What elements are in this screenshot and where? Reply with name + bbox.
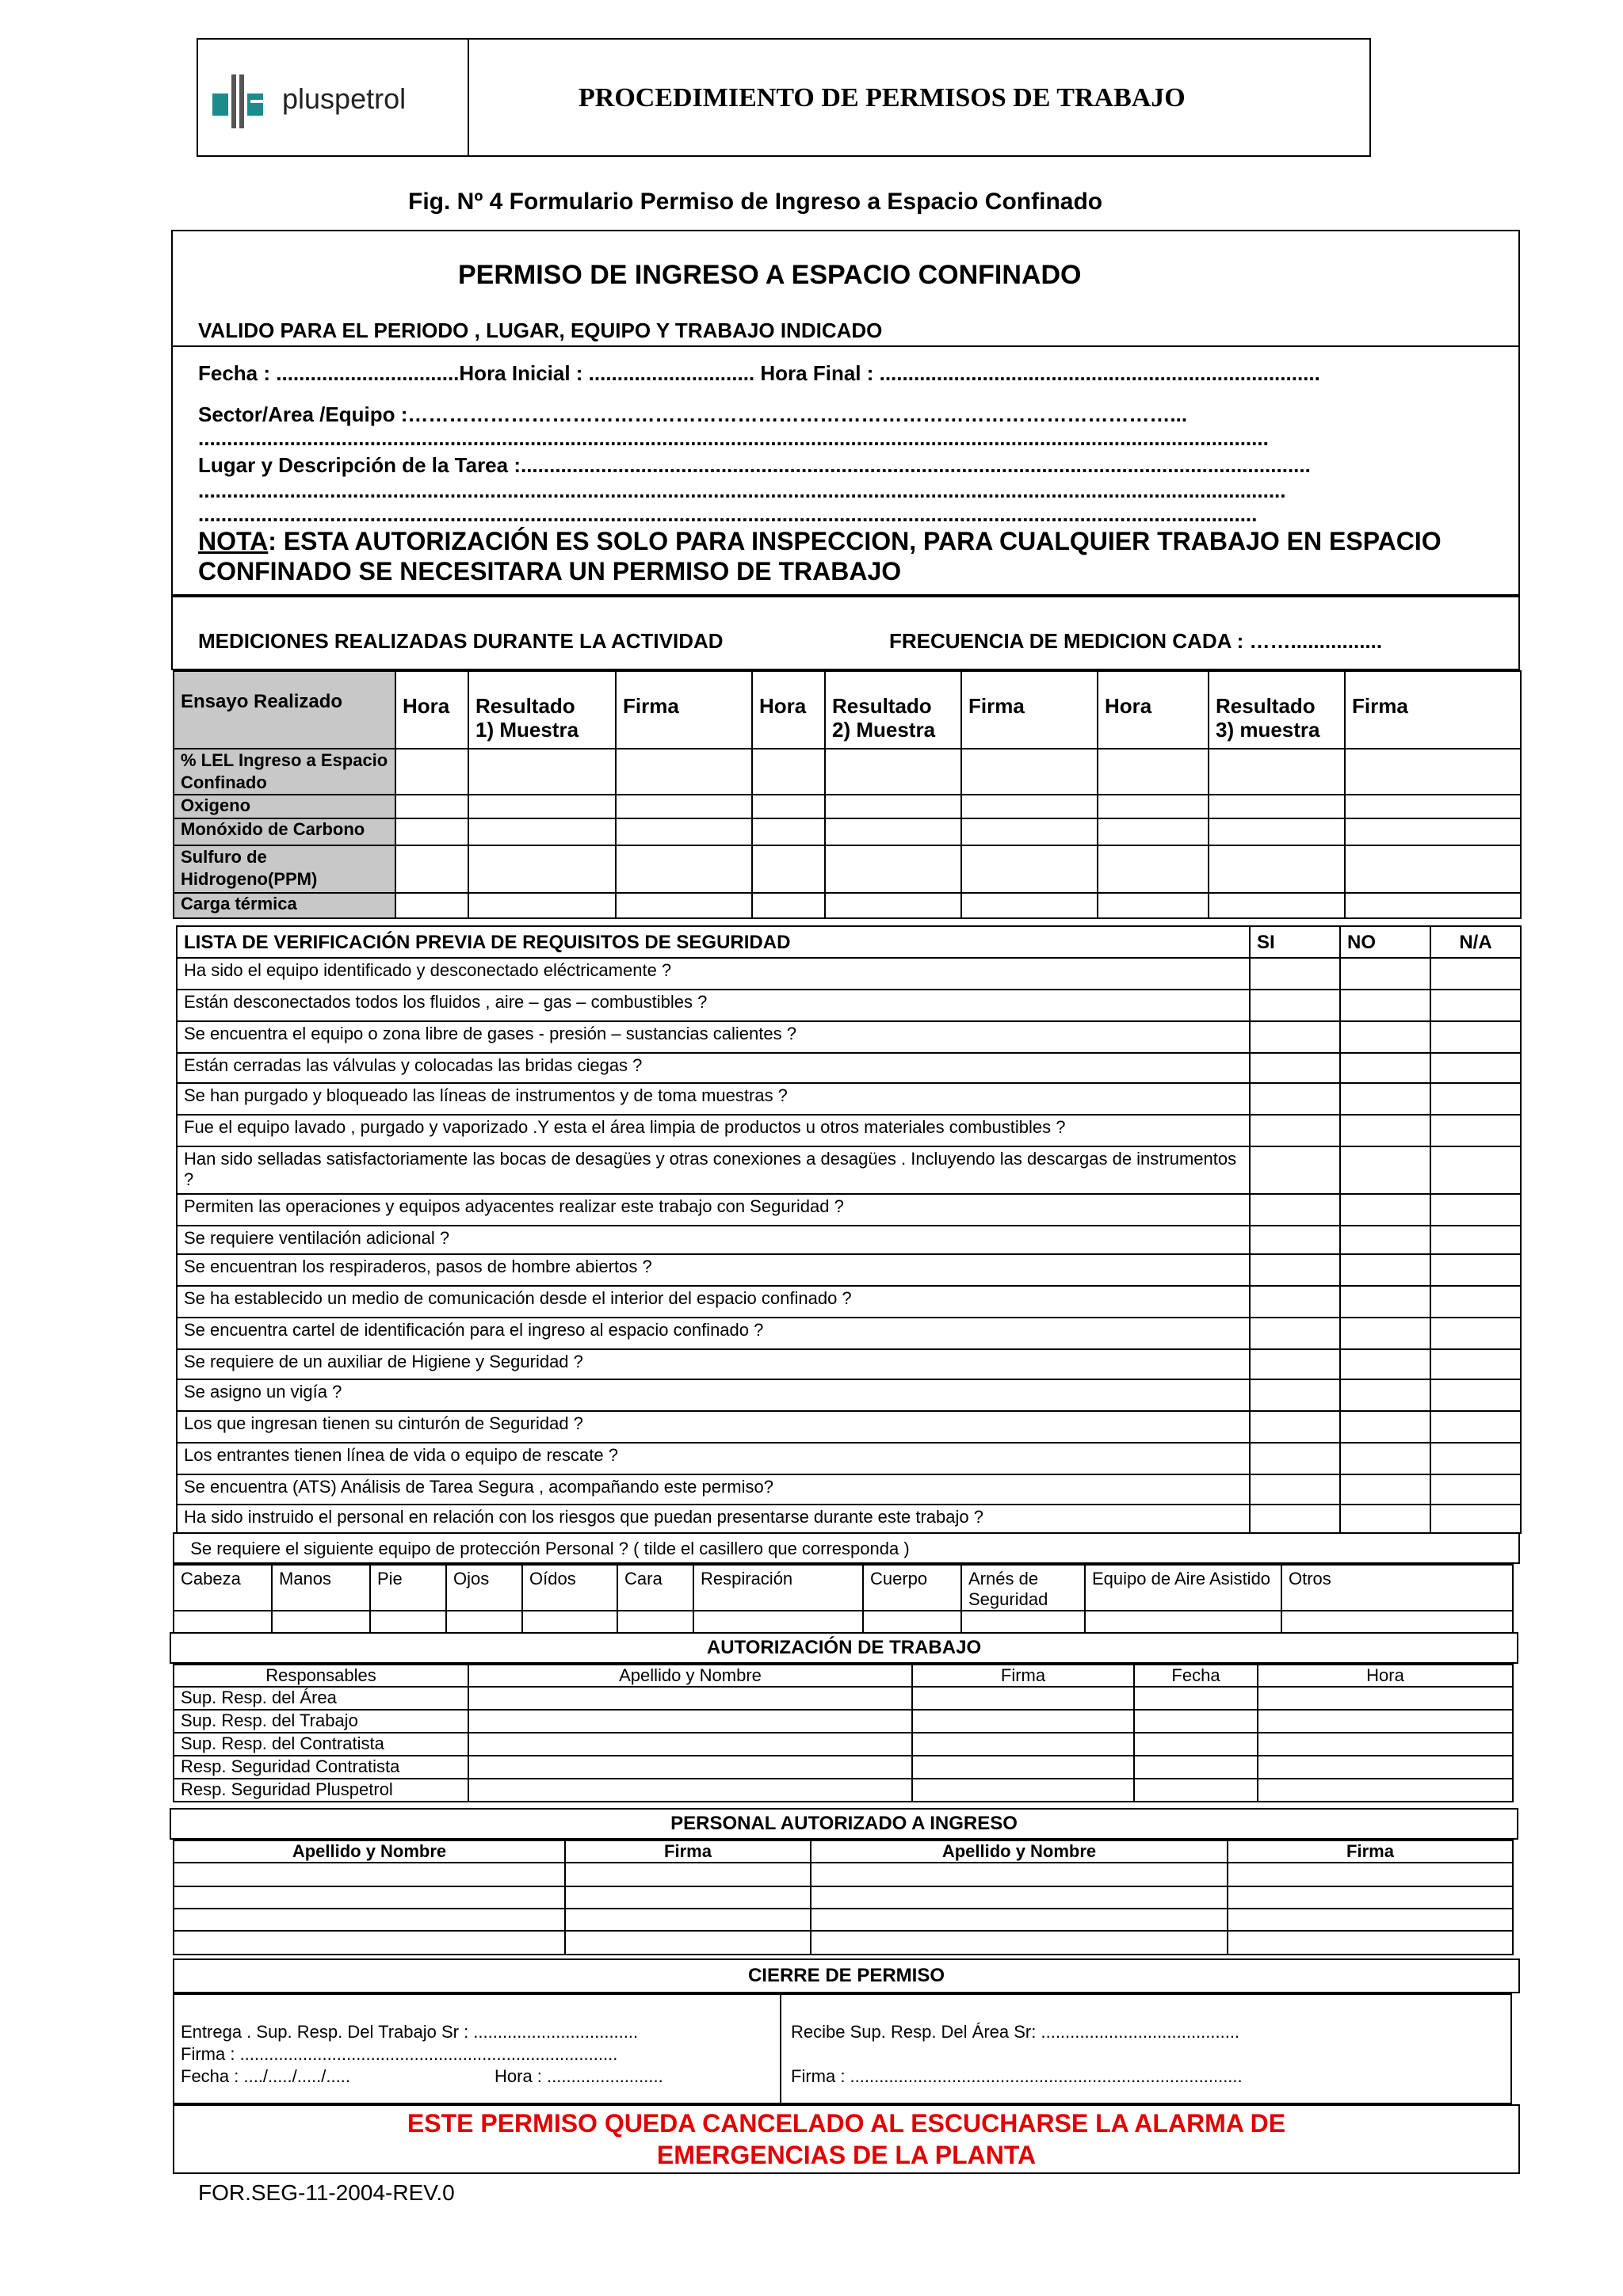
checklist-question: Ha sido instruido el personal en relación con los riesgos que puedan presentarse durante este trabajo ? <box>177 1505 1250 1533</box>
checklist-question: Se encuentra (ATS) Análisis de Tarea Segura , acompañando este permiso? <box>177 1474 1250 1505</box>
epp-item: Manos <box>272 1565 370 1611</box>
checklist-no-checkbox[interactable] <box>1340 990 1430 1021</box>
checklist-na-checkbox[interactable] <box>1430 1505 1521 1533</box>
divider <box>173 345 1518 347</box>
mediciones-box <box>171 596 1520 670</box>
mediciones-left: MEDICIONES REALIZADAS DURANTE LA ACTIVIDAD <box>198 629 724 653</box>
autorizacion-row <box>174 1733 1513 1756</box>
autorizacion-cell[interactable] <box>1134 1733 1258 1756</box>
checklist-row <box>177 1443 1521 1474</box>
test-cell[interactable] <box>961 795 1098 818</box>
checklist-no-checkbox[interactable] <box>1340 1053 1430 1083</box>
checklist-si-checkbox[interactable] <box>1250 1443 1340 1474</box>
checklist-col-si: SI <box>1250 926 1340 958</box>
checklist-no-checkbox[interactable] <box>1340 1379 1430 1411</box>
cierre-hora: Hora : ........................ <box>495 2066 663 2086</box>
checklist-na-checkbox[interactable] <box>1430 1115 1521 1146</box>
personal-cell[interactable] <box>811 1886 1228 1909</box>
checklist-table <box>176 925 1522 1534</box>
logo-text: pluspetrol <box>282 82 407 115</box>
checklist-si-checkbox[interactable] <box>1250 1053 1340 1083</box>
checklist-col-na: N/A <box>1430 926 1521 958</box>
checklist-row <box>177 1226 1521 1254</box>
checklist-question: Se encuentra cartel de identificación para el ingreso al espacio confinado ? <box>177 1318 1250 1349</box>
epp-item: Cara <box>617 1565 693 1611</box>
checklist-na-checkbox[interactable] <box>1430 1146 1521 1194</box>
personal-col: Apellido y Nombre <box>174 1840 565 1863</box>
test-cell[interactable] <box>468 818 616 845</box>
checklist-na-checkbox[interactable] <box>1430 1254 1521 1286</box>
test-cell[interactable] <box>395 749 468 795</box>
tests-header: Firma <box>961 671 1098 749</box>
checklist-no-checkbox[interactable] <box>1340 1194 1430 1226</box>
epp-title-box <box>173 1532 1520 1564</box>
personal-row <box>174 1931 1513 1955</box>
autorizacion-cell[interactable] <box>912 1687 1134 1710</box>
checklist-si-checkbox[interactable] <box>1250 1194 1340 1226</box>
test-cell[interactable] <box>1345 818 1521 845</box>
epp-item: Arnés de Seguridad <box>961 1565 1085 1611</box>
test-cell[interactable] <box>395 795 468 818</box>
tests-header: Resultado 2) Muestra <box>825 671 961 749</box>
test-cell[interactable] <box>1098 749 1209 795</box>
checklist-row <box>177 1411 1521 1443</box>
cierre-title: CIERRE DE PERMISO <box>747 1965 945 1986</box>
cierre-fecha: Fecha : ..../...../...../..... <box>181 2066 350 2086</box>
checklist-row <box>177 1318 1521 1349</box>
valid-text: VALIDO PARA EL PERIODO , LUGAR, EQUIPO Y TRABAJO INDICADO <box>198 318 883 342</box>
logo-mark-icon <box>212 70 284 133</box>
autorizacion-cell[interactable] <box>1134 1756 1258 1779</box>
permit-title: PERMISO DE INGRESO A ESPACIO CONFINADO <box>458 260 1082 290</box>
checklist-no-checkbox[interactable] <box>1340 1021 1430 1053</box>
autorizacion-cell[interactable] <box>1258 1710 1513 1733</box>
test-cell[interactable] <box>1209 795 1345 818</box>
autorizacion-cell[interactable] <box>468 1756 912 1779</box>
autorizacion-col: Fecha <box>1134 1665 1258 1687</box>
checklist-no-checkbox[interactable] <box>1340 958 1430 990</box>
footer-code: FOR.SEG-11-2004-REV.0 <box>198 2180 455 2205</box>
checklist-si-checkbox[interactable] <box>1250 1021 1340 1053</box>
autorizacion-cell[interactable] <box>468 1733 912 1756</box>
tests-header-row <box>174 671 1521 749</box>
autorizacion-cell[interactable] <box>468 1779 912 1802</box>
autorizacion-col: Firma <box>912 1665 1134 1687</box>
personal-cell[interactable] <box>1228 1886 1513 1909</box>
personal-cell[interactable] <box>174 1931 565 1955</box>
checklist-si-checkbox[interactable] <box>1250 1474 1340 1505</box>
autorizacion-cell[interactable] <box>1258 1733 1513 1756</box>
autorizacion-cell[interactable] <box>1258 1779 1513 1802</box>
figure-caption: Fig. Nº 4 Formulario Permiso de Ingreso a Espacio Confinado <box>408 189 1103 215</box>
personal-title-box <box>170 1808 1518 1840</box>
header-box <box>197 38 1371 157</box>
personal-cell[interactable] <box>174 1909 565 1931</box>
tests-header: Ensayo Realizado <box>174 671 395 749</box>
nota-body: : ESTA AUTORIZACIÓN ES SOLO PARA INSPECCION, PARA CUALQUIER TRABAJO EN ESPACIO CONFINADO SE NECESITARA UN PERMISO DE TRABAJO <box>198 527 1442 585</box>
autorizacion-cell[interactable] <box>912 1733 1134 1756</box>
personal-table <box>173 1840 1514 1955</box>
checklist-si-checkbox[interactable] <box>1250 1254 1340 1286</box>
epp-table <box>173 1564 1514 1634</box>
epp-check-row <box>174 1611 1513 1633</box>
tests-header: Resultado 3) muestra <box>1209 671 1345 749</box>
checklist-no-checkbox[interactable] <box>1340 1349 1430 1379</box>
autorizacion-row <box>174 1687 1513 1710</box>
checklist-row <box>177 1505 1521 1533</box>
personal-cell[interactable] <box>565 1886 811 1909</box>
personal-header-row <box>174 1840 1513 1863</box>
checklist-header-row <box>177 926 1521 958</box>
autorizacion-cell[interactable] <box>468 1687 912 1710</box>
personal-row <box>174 1863 1513 1886</box>
personal-cell[interactable] <box>1228 1863 1513 1886</box>
epp-checkbox[interactable] <box>617 1611 693 1633</box>
checklist-row <box>177 958 1521 990</box>
warning-text: ESTE PERMISO QUEDA CANCELADO AL ESCUCHARSE LA ALARMA DE EMERGENCIAS DE LA PLANTA <box>407 2109 1286 2169</box>
autorizacion-header-row <box>174 1665 1513 1687</box>
test-cell[interactable] <box>752 749 825 795</box>
checklist-no-checkbox[interactable] <box>1340 1318 1430 1349</box>
test-cell[interactable] <box>616 749 752 795</box>
header-title: PROCEDIMIENTO DE PERMISOS DE TRABAJO <box>579 83 1186 113</box>
test-cell[interactable] <box>752 818 825 845</box>
pluspetrol-logo <box>212 70 466 133</box>
test-cell[interactable] <box>825 893 961 918</box>
checklist-row <box>177 1254 1521 1286</box>
checklist-si-checkbox[interactable] <box>1250 1318 1340 1349</box>
autorizacion-role: Resp. Seguridad Contratista <box>174 1756 468 1779</box>
epp-checkbox[interactable] <box>863 1611 961 1633</box>
dots-line-3: ......................................................................................................................................................................................... <box>198 502 1258 526</box>
test-row <box>174 845 1521 893</box>
personal-cell[interactable] <box>811 1863 1228 1886</box>
checklist-na-checkbox[interactable] <box>1430 990 1521 1021</box>
test-cell[interactable] <box>616 845 752 893</box>
epp-checkbox[interactable] <box>961 1611 1085 1633</box>
header-divider <box>468 40 469 155</box>
nota-text <box>198 526 1498 586</box>
autorizacion-col: Responsables <box>174 1665 468 1687</box>
tests-header: Hora <box>752 671 825 749</box>
autorizacion-cell[interactable] <box>1134 1710 1258 1733</box>
checklist-row <box>177 1146 1521 1194</box>
checklist-na-checkbox[interactable] <box>1430 1286 1521 1318</box>
test-cell[interactable] <box>961 845 1098 893</box>
autorizacion-col: Hora <box>1258 1665 1513 1687</box>
checklist-question: Se encuentra el equipo o zona libre de gases - presión – sustancias calientes ? <box>177 1021 1250 1053</box>
checklist-no-checkbox[interactable] <box>1340 1146 1430 1194</box>
checklist-row <box>177 990 1521 1021</box>
nota-label: NOTA <box>198 527 269 555</box>
checklist-na-checkbox[interactable] <box>1430 1318 1521 1349</box>
checklist-question: Se encuentran los respiraderos, pasos de hombre abiertos ? <box>177 1254 1250 1286</box>
autorizacion-role: Sup. Resp. del Trabajo <box>174 1710 468 1733</box>
checklist-si-checkbox[interactable] <box>1250 1115 1340 1146</box>
personal-title: PERSONAL AUTORIZADO A INGRESO <box>670 1813 1018 1834</box>
test-label: Sulfuro de Hidrogeno(PPM) <box>174 845 395 893</box>
personal-cell[interactable] <box>174 1886 565 1909</box>
checklist-question: Se han purgado y bloqueado las líneas de instrumentos y de toma muestras ? <box>177 1083 1250 1115</box>
checklist-na-checkbox[interactable] <box>1430 1226 1521 1254</box>
checklist-row <box>177 1053 1521 1083</box>
test-cell[interactable] <box>616 818 752 845</box>
epp-item: Equipo de Aire Asistido <box>1085 1565 1281 1611</box>
tests-header: Hora <box>1098 671 1209 749</box>
cierre-firma-right: Firma : ................................................................................. <box>791 2066 1243 2086</box>
test-row <box>174 893 1521 918</box>
checklist-question: Los entrantes tienen línea de vida o equipo de rescate ? <box>177 1443 1250 1474</box>
autorizacion-cell[interactable] <box>912 1756 1134 1779</box>
checklist-row <box>177 1021 1521 1053</box>
checklist-na-checkbox[interactable] <box>1430 1379 1521 1411</box>
epp-row <box>174 1565 1513 1611</box>
test-cell[interactable] <box>1098 893 1209 918</box>
autorizacion-cell[interactable] <box>912 1710 1134 1733</box>
epp-checkbox[interactable] <box>370 1611 446 1633</box>
epp-checkbox[interactable] <box>446 1611 522 1633</box>
checklist-si-checkbox[interactable] <box>1250 958 1340 990</box>
epp-item: Cuerpo <box>863 1565 961 1611</box>
personal-cell[interactable] <box>565 1863 811 1886</box>
autorizacion-col: Apellido y Nombre <box>468 1665 912 1687</box>
checklist-question: Están cerradas las válvulas y colocadas las bridas ciegas ? <box>177 1053 1250 1083</box>
autorizacion-cell[interactable] <box>1258 1687 1513 1710</box>
checklist-question: Se asigno un vigía ? <box>177 1379 1250 1411</box>
checklist-row <box>177 1286 1521 1318</box>
checklist-si-checkbox[interactable] <box>1250 1226 1340 1254</box>
tests-header: Hora <box>395 671 468 749</box>
epp-checkbox[interactable] <box>693 1611 863 1633</box>
checklist-row <box>177 1474 1521 1505</box>
checklist-na-checkbox[interactable] <box>1430 1194 1521 1226</box>
autorizacion-row <box>174 1756 1513 1779</box>
cierre-entrega: Entrega . Sup. Resp. Del Trabajo Sr : .................................. <box>181 2022 639 2042</box>
checklist-no-checkbox[interactable] <box>1340 1443 1430 1474</box>
fecha-line: Fecha : ................................Hora Inicial : ............................. Hora Final : ............................................................................. <box>198 361 1320 385</box>
personal-col: Firma <box>565 1840 811 1863</box>
epp-checkbox[interactable] <box>272 1611 370 1633</box>
checklist-si-checkbox[interactable] <box>1250 1146 1340 1194</box>
checklist-si-checkbox[interactable] <box>1250 1411 1340 1443</box>
test-cell[interactable] <box>825 749 961 795</box>
autorizacion-cell[interactable] <box>468 1710 912 1733</box>
personal-col: Apellido y Nombre <box>811 1840 1228 1863</box>
test-cell[interactable] <box>468 893 616 918</box>
checklist-no-checkbox[interactable] <box>1340 1083 1430 1115</box>
tests-table <box>173 670 1522 919</box>
test-cell[interactable] <box>1345 749 1521 795</box>
test-label: Carga térmica <box>174 893 395 918</box>
test-cell[interactable] <box>961 818 1098 845</box>
test-cell[interactable] <box>961 749 1098 795</box>
autorizacion-cell[interactable] <box>912 1779 1134 1802</box>
test-cell[interactable] <box>1209 749 1345 795</box>
personal-row <box>174 1909 1513 1931</box>
test-cell[interactable] <box>1345 845 1521 893</box>
epp-item: Oídos <box>522 1565 617 1611</box>
checklist-col-no: NO <box>1340 926 1430 958</box>
checklist-si-checkbox[interactable] <box>1250 1379 1340 1411</box>
checklist-question: Los que ingresan tienen su cinturón de Seguridad ? <box>177 1411 1250 1443</box>
checklist-row <box>177 1194 1521 1226</box>
checklist-no-checkbox[interactable] <box>1340 1226 1430 1254</box>
checklist-question: Se requiere de un auxiliar de Higiene y Seguridad ? <box>177 1349 1250 1379</box>
checklist-question: Fue el equipo lavado , purgado y vaporizado .Y esta el área limpia de productos u otros materiales combustibles ? <box>177 1115 1250 1146</box>
autorizacion-role: Sup. Resp. del Contratista <box>174 1733 468 1756</box>
tests-header: Firma <box>616 671 752 749</box>
checklist-question: Permiten las operaciones y equipos adyacentes realizar este trabajo con Seguridad ? <box>177 1194 1250 1226</box>
dots-line-1: ........................................................................................................................................................................................... <box>198 426 1269 450</box>
checklist-na-checkbox[interactable] <box>1430 1021 1521 1053</box>
checklist-title: LISTA DE VERIFICACIÓN PREVIA DE REQUISITOS DE SEGURIDAD <box>177 926 1250 958</box>
autorizacion-cell[interactable] <box>1134 1779 1258 1802</box>
test-cell[interactable] <box>961 893 1098 918</box>
dots-line-2: .............................................................................................................................................................................................. <box>198 479 1286 502</box>
test-cell[interactable] <box>395 845 468 893</box>
personal-cell[interactable] <box>1228 1931 1513 1955</box>
checklist-si-checkbox[interactable] <box>1250 1286 1340 1318</box>
epp-title: Se requiere el siguiente equipo de protección Personal ? ( tilde el casillero que corresponda ) <box>181 1539 910 1558</box>
autorizacion-cell[interactable] <box>1258 1756 1513 1779</box>
autorizacion-table <box>173 1664 1514 1802</box>
personal-cell[interactable] <box>565 1909 811 1931</box>
test-cell[interactable] <box>468 749 616 795</box>
checklist-no-checkbox[interactable] <box>1340 1474 1430 1505</box>
lugar-line: Lugar y Descripción de la Tarea :.......................................................................................................................................... <box>198 453 1311 477</box>
test-label: % LEL Ingreso a Espacio Confinado <box>174 749 395 795</box>
checklist-row <box>177 1349 1521 1379</box>
checklist-na-checkbox[interactable] <box>1430 1053 1521 1083</box>
autorizacion-role: Resp. Seguridad Pluspetrol <box>174 1779 468 1802</box>
test-row <box>174 795 1521 818</box>
epp-item: Cabeza <box>174 1565 272 1611</box>
autorizacion-role: Sup. Resp. del Área <box>174 1687 468 1710</box>
checklist-no-checkbox[interactable] <box>1340 1505 1430 1533</box>
personal-cell[interactable] <box>811 1909 1228 1931</box>
test-cell[interactable] <box>1209 845 1345 893</box>
cierre-box <box>173 1993 1512 2104</box>
cierre-title-box <box>173 1958 1520 1993</box>
epp-checkbox[interactable] <box>522 1611 617 1633</box>
personal-cell[interactable] <box>174 1863 565 1886</box>
test-cell[interactable] <box>1209 818 1345 845</box>
test-row <box>174 818 1521 845</box>
epp-checkbox[interactable] <box>1085 1611 1281 1633</box>
checklist-no-checkbox[interactable] <box>1340 1286 1430 1318</box>
test-cell[interactable] <box>1098 795 1209 818</box>
warning-box <box>173 2104 1520 2174</box>
checklist-na-checkbox[interactable] <box>1430 1083 1521 1115</box>
autorizacion-row <box>174 1710 1513 1733</box>
checklist-question: Ha sido el equipo identificado y desconectado eléctricamente ? <box>177 958 1250 990</box>
test-cell[interactable] <box>825 818 961 845</box>
personal-cell[interactable] <box>565 1931 811 1955</box>
checklist-na-checkbox[interactable] <box>1430 1443 1521 1474</box>
autorizacion-title: AUTORIZACIÓN DE TRABAJO <box>706 1637 982 1658</box>
test-cell[interactable] <box>616 893 752 918</box>
checklist-question: Están desconectados todos los fluidos , aire – gas – combustibles ? <box>177 990 1250 1021</box>
epp-item: Otros <box>1281 1565 1513 1611</box>
autorizacion-title-box <box>170 1632 1518 1664</box>
checklist-row <box>177 1379 1521 1411</box>
test-cell[interactable] <box>1209 893 1345 918</box>
test-cell[interactable] <box>1098 818 1209 845</box>
test-cell[interactable] <box>616 795 752 818</box>
test-cell[interactable] <box>825 795 961 818</box>
autorizacion-cell[interactable] <box>1134 1687 1258 1710</box>
autorizacion-row <box>174 1779 1513 1802</box>
checklist-question: Se ha establecido un medio de comunicación desde el interior del espacio confinado ? <box>177 1286 1250 1318</box>
test-row <box>174 749 1521 795</box>
test-cell[interactable] <box>395 893 468 918</box>
test-cell[interactable] <box>1345 795 1521 818</box>
checklist-si-checkbox[interactable] <box>1250 1349 1340 1379</box>
personal-col: Firma <box>1228 1840 1513 1863</box>
test-cell[interactable] <box>1098 845 1209 893</box>
epp-checkbox[interactable] <box>174 1611 272 1633</box>
permit-box <box>171 230 1520 596</box>
mediciones-right: FRECUENCIA DE MEDICION CADA : ……................ <box>889 629 1383 653</box>
cierre-divider <box>780 1995 781 2103</box>
personal-row <box>174 1886 1513 1909</box>
test-label: Oxigeno <box>174 795 395 818</box>
personal-cell[interactable] <box>1228 1909 1513 1931</box>
epp-item: Pie <box>370 1565 446 1611</box>
test-cell[interactable] <box>752 845 825 893</box>
test-cell[interactable] <box>468 795 616 818</box>
checklist-no-checkbox[interactable] <box>1340 1115 1430 1146</box>
test-cell[interactable] <box>752 893 825 918</box>
test-cell[interactable] <box>395 818 468 845</box>
epp-checkbox[interactable] <box>1281 1611 1513 1633</box>
checklist-na-checkbox[interactable] <box>1430 1349 1521 1379</box>
checklist-si-checkbox[interactable] <box>1250 1505 1340 1533</box>
tests-header: Firma <box>1345 671 1521 749</box>
test-cell[interactable] <box>825 845 961 893</box>
test-label: Monóxido de Carbono <box>174 818 395 845</box>
checklist-no-checkbox[interactable] <box>1340 1254 1430 1286</box>
sector-line: Sector/Area /Equipo :…………………………………………………………………………………………………... <box>198 402 1188 426</box>
checklist-question: Se requiere ventilación adicional ? <box>177 1226 1250 1254</box>
test-cell[interactable] <box>468 845 616 893</box>
checklist-row <box>177 1115 1521 1146</box>
checklist-si-checkbox[interactable] <box>1250 990 1340 1021</box>
epp-item: Respiración <box>693 1565 863 1611</box>
checklist-row <box>177 1083 1521 1115</box>
cierre-firma-left: Firma : .............................................................................. <box>181 2044 618 2064</box>
checklist-no-checkbox[interactable] <box>1340 1411 1430 1443</box>
epp-item: Ojos <box>446 1565 522 1611</box>
checklist-si-checkbox[interactable] <box>1250 1083 1340 1115</box>
test-cell[interactable] <box>1345 893 1521 918</box>
test-cell[interactable] <box>752 795 825 818</box>
checklist-na-checkbox[interactable] <box>1430 958 1521 990</box>
checklist-question: Han sido selladas satisfactoriamente las bocas de desagües y otras conexiones a desagües . Incluyendo las descargas de instrumentos ? <box>177 1146 1250 1194</box>
cierre-recibe: Recibe Sup. Resp. Del Área Sr: ......................................... <box>791 2022 1240 2042</box>
tests-header: Resultado 1) Muestra <box>468 671 616 749</box>
checklist-na-checkbox[interactable] <box>1430 1411 1521 1443</box>
personal-cell[interactable] <box>811 1931 1228 1955</box>
checklist-na-checkbox[interactable] <box>1430 1474 1521 1505</box>
